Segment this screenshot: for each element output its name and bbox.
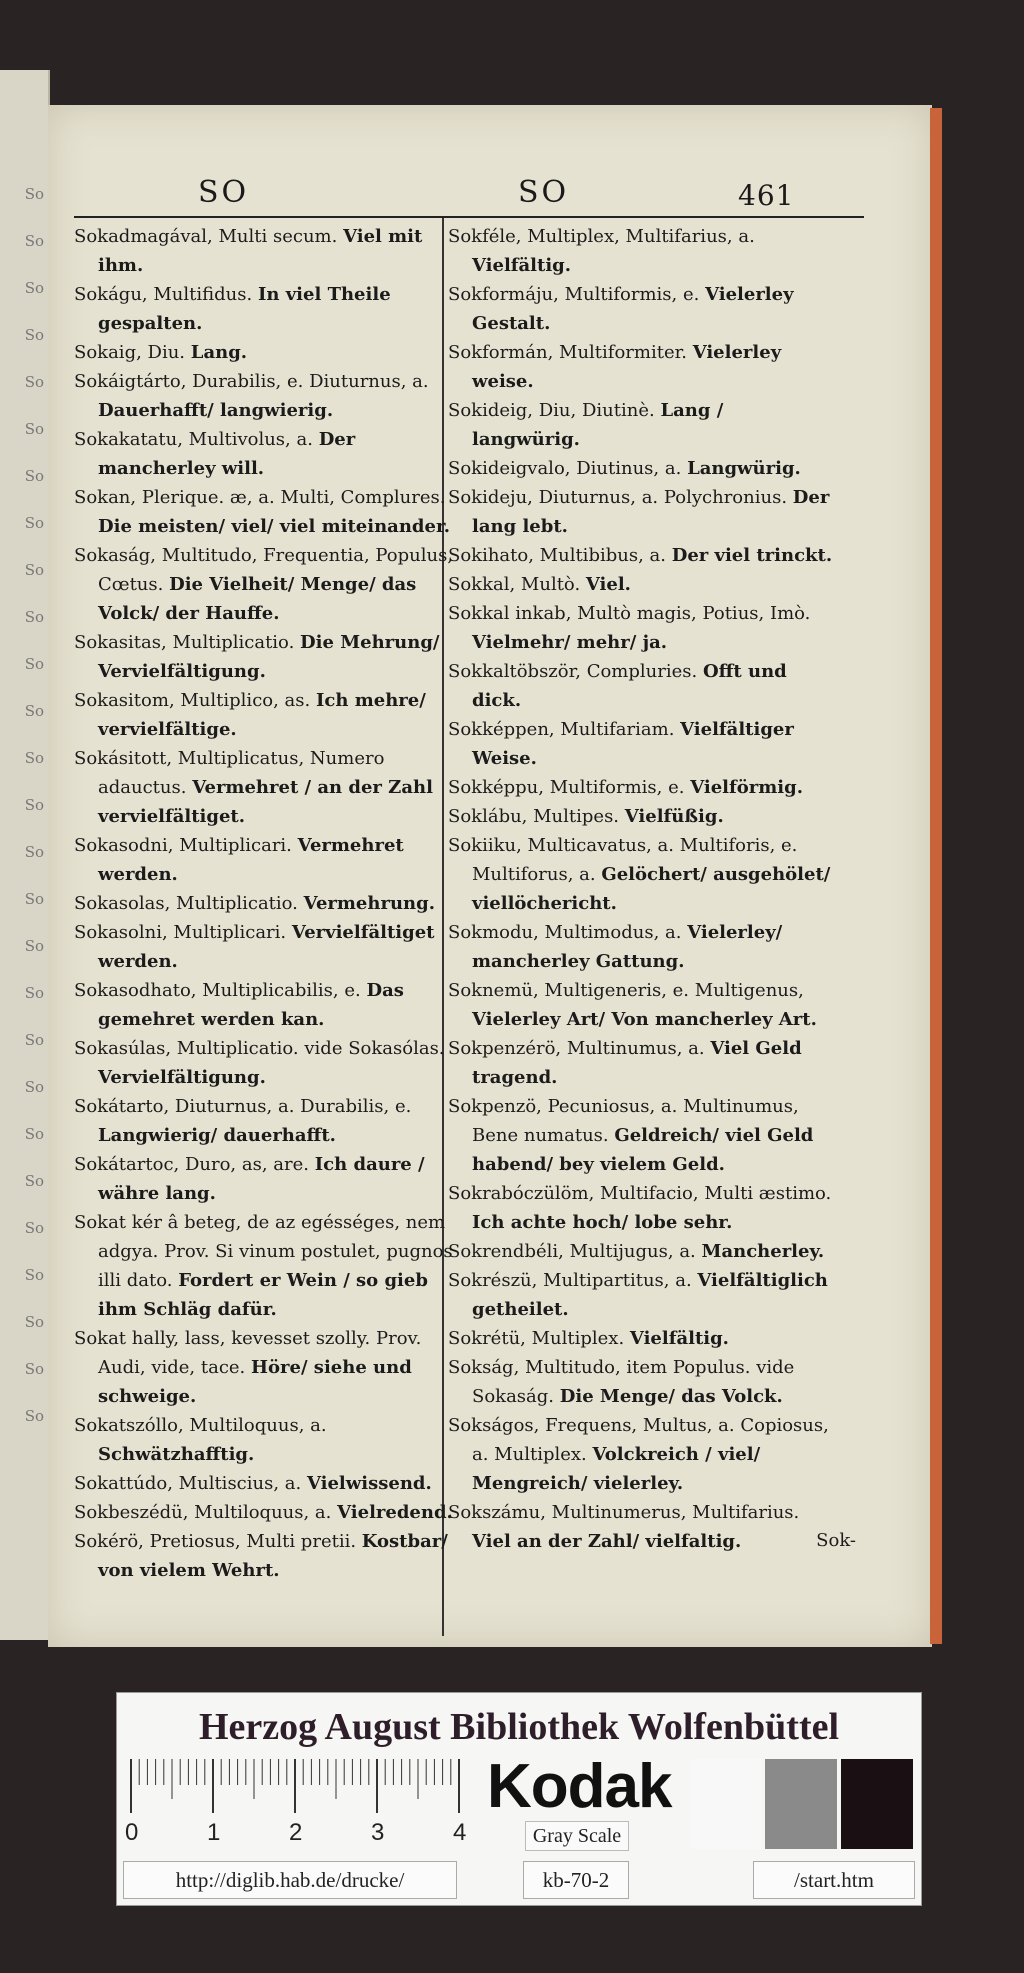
- entry-latin: Sokasodni, Multiplicari.: [74, 835, 292, 856]
- entry-german: Kostbar/ von vielem Wehrt.: [98, 1531, 448, 1581]
- url-left-box: http://diglib.hab.de/drucke/: [123, 1861, 457, 1899]
- margin-stub: So: [24, 232, 44, 250]
- page-fore-edge: [930, 108, 942, 1644]
- entry-german: Vermehrung.: [303, 893, 435, 914]
- dictionary-entry: [74, 744, 460, 831]
- gray-patch: [765, 1759, 837, 1849]
- entry-german: Langwierig/ dauerhafft.: [98, 1125, 336, 1146]
- entry-latin: Sokideigvalo, Diutinus, a.: [448, 458, 682, 479]
- dictionary-entry: [74, 1411, 460, 1469]
- entry-latin: Sokpenzérö, Multinumus, a.: [448, 1038, 705, 1059]
- dictionary-entry: [74, 425, 460, 483]
- entry-german: Lang.: [190, 342, 248, 363]
- entry-latin: Sokformáju, Multiformis, e.: [448, 284, 700, 305]
- entry-latin: Soklábu, Multipes.: [448, 806, 620, 827]
- entry-german: Vielfältiger Weise.: [472, 719, 794, 769]
- entry-latin: Sokásitott, Multiplicatus, Numero adauctus.: [74, 748, 385, 798]
- margin-stub: So: [24, 373, 44, 391]
- entry-latin: Sokrabóczülöm, Multifacio, Multi æstimo.: [448, 1183, 832, 1204]
- entry-latin: Sokattúdo, Multiscius, a.: [74, 1473, 302, 1494]
- header-left-letters: SO: [198, 175, 250, 210]
- entry-german: Ich mehre/ vervielfältige.: [98, 690, 426, 740]
- entry-german: Vermehret werden.: [98, 835, 404, 885]
- dictionary-entry: [448, 773, 834, 802]
- dictionary-entry: [448, 1179, 834, 1237]
- entry-latin: Sokihato, Multibibus, a.: [448, 545, 666, 566]
- entry-latin: Sokátartoc, Duro, as, are.: [74, 1154, 310, 1175]
- entry-latin: Sokan, Plerique. æ, a. Multi, Complures.: [74, 487, 446, 508]
- entry-latin: Sokszámu, Multinumerus, Multifarius.: [448, 1502, 800, 1523]
- entry-german: Die Mehrung/ Vervielfältigung.: [98, 632, 440, 682]
- entry-german: Der mancherley will.: [98, 429, 356, 479]
- entry-german: Die meisten/ viel/ viel miteinander.: [98, 516, 451, 537]
- dictionary-entry: [448, 802, 834, 831]
- entry-german: Lang / langwürig.: [472, 400, 724, 450]
- margin-stub: So: [24, 749, 44, 767]
- entry-german: Ich daure / währe lang.: [98, 1154, 425, 1204]
- entry-german: Die Vielheit/ Menge/ das Volck/ der Hauffe.: [98, 574, 417, 624]
- entry-german: Mancherley.: [701, 1241, 825, 1262]
- dictionary-entry: [74, 1527, 460, 1585]
- entry-latin: Sokképpu, Multiformis, e.: [448, 777, 685, 798]
- entry-german: Geldreich/ viel Geld habend/ bey vielem Geld.: [472, 1125, 814, 1175]
- dictionary-entry: [448, 1092, 834, 1179]
- book-page: [48, 105, 932, 1647]
- entry-german: Viel Geld tragend.: [472, 1038, 802, 1088]
- dictionary-entry: [448, 1034, 834, 1092]
- dictionary-entry: [448, 1266, 834, 1324]
- margin-stub: So: [24, 1360, 44, 1378]
- entry-latin: Sokadmagával, Multi secum.: [74, 226, 338, 247]
- dictionary-entry: [74, 222, 460, 280]
- margin-stub: So: [24, 326, 44, 344]
- entry-latin: Sokasolas, Multiplicatio.: [74, 893, 298, 914]
- entry-german: Viel mit ihm.: [98, 226, 423, 276]
- entry-german: Vermehret / an der Zahl vervielfältiget.: [98, 777, 433, 827]
- dictionary-entry: [448, 1353, 834, 1411]
- dictionary-entry: [448, 599, 834, 657]
- entry-german: Vielerley/ mancherley Gattung.: [472, 922, 783, 972]
- margin-stub: So: [24, 1125, 44, 1143]
- dictionary-entry: [74, 918, 460, 976]
- grayscale-label: Gray Scale: [525, 1821, 629, 1851]
- header-center-letters: SO: [518, 175, 570, 210]
- entry-german: Die Menge/ das Volck.: [559, 1386, 783, 1407]
- dictionary-entry: [74, 1092, 460, 1150]
- dictionary-entry: [74, 483, 460, 541]
- dictionary-entry: [448, 976, 834, 1034]
- dictionary-entry: [74, 1208, 460, 1324]
- entry-latin: Sokasúlas, Multiplicatio. vide Sokasólas.: [74, 1038, 445, 1059]
- dictionary-entry: [74, 541, 460, 628]
- ruler-number: 3: [371, 1819, 385, 1846]
- margin-stub: So: [24, 984, 44, 1002]
- margin-stub: So: [24, 1407, 44, 1425]
- entry-german: Vervielfältiget werden.: [98, 922, 435, 972]
- dictionary-entry: [448, 570, 834, 599]
- dictionary-entry: [74, 976, 460, 1034]
- dictionary-entry: [448, 1498, 834, 1556]
- black-patch: [841, 1759, 913, 1849]
- entry-german: Dauerhafft/ langwierig.: [98, 400, 334, 421]
- ruler-number: 2: [289, 1819, 303, 1846]
- dictionary-entry: [448, 918, 834, 976]
- entry-german: Schwätzhafftig.: [98, 1444, 255, 1465]
- entry-german: Langwürig.: [687, 458, 801, 479]
- entry-latin: Sokrészü, Multipartitus, a.: [448, 1270, 692, 1291]
- entry-latin: Sokat hally, lass, kevesset szolly. Prov. Audi, vide, tace.: [74, 1328, 422, 1378]
- entry-german: Ich achte hoch/ lobe sehr.: [472, 1212, 733, 1233]
- entry-latin: Sokféle, Multiplex, Multifarius, a.: [448, 226, 755, 247]
- dictionary-entry: [448, 1411, 834, 1498]
- entry-german: Das gemehret werden kan.: [98, 980, 404, 1030]
- library-name: Herzog August Bibliothek Wolfenbüttel: [198, 1706, 840, 1748]
- entry-latin: Sokképpen, Multifariam.: [448, 719, 675, 740]
- margin-stub: So: [24, 1172, 44, 1190]
- entry-german: Vielförmig.: [690, 777, 803, 798]
- dictionary-entry: [74, 831, 460, 889]
- dictionary-entry: [74, 686, 460, 744]
- ruler-number: 1: [207, 1819, 221, 1846]
- dictionary-entry: [448, 396, 834, 454]
- dictionary-entry: [448, 338, 834, 396]
- dictionary-entry: [448, 483, 834, 541]
- entry-latin: Sokság, Multitudo, item Populus. vide Sokaság.: [448, 1357, 795, 1407]
- dictionary-entry: [448, 1324, 834, 1353]
- entry-latin: Sokrétü, Multiplex.: [448, 1328, 625, 1349]
- dictionary-entry: [448, 541, 834, 570]
- entry-latin: Sokasitom, Multiplico, as.: [74, 690, 311, 711]
- dictionary-entry: [448, 715, 834, 773]
- entry-latin: Sokságos, Frequens, Multus, a. Copiosus, a. Multiplex.: [448, 1415, 829, 1465]
- margin-stub: So: [24, 608, 44, 626]
- dictionary-entry: [74, 280, 460, 338]
- margin-stub: So: [24, 796, 44, 814]
- entry-german: Vielerley weise.: [472, 342, 782, 392]
- dictionary-entry: [448, 280, 834, 338]
- entry-german: Höre/ siehe und schweige.: [98, 1357, 412, 1407]
- entry-german: Vielwissend.: [306, 1473, 432, 1494]
- url-middle-box: kb-70-2: [523, 1861, 629, 1899]
- entry-latin: Sokasolni, Multiplicari.: [74, 922, 287, 943]
- entry-german: Offt und dick.: [472, 661, 787, 711]
- entry-german: Viel an der Zahl/ vielfaltig.: [472, 1531, 742, 1552]
- dictionary-entry: [74, 628, 460, 686]
- entry-latin: Sokkal, Multò.: [448, 574, 581, 595]
- ruler-number: 4: [453, 1819, 467, 1846]
- entry-german: Der lang lebt.: [472, 487, 830, 537]
- margin-stub: So: [24, 843, 44, 861]
- margin-stub: So: [24, 890, 44, 908]
- margin-stub: So: [24, 1219, 44, 1237]
- ruler-number: 0: [125, 1819, 139, 1846]
- entry-german: Vielfältig.: [629, 1328, 729, 1349]
- entry-german: Viel.: [585, 574, 631, 595]
- margin-stub: So: [24, 1313, 44, 1331]
- entry-german: Vielfältig.: [472, 255, 572, 276]
- kodak-brand: Kodak: [487, 1752, 672, 1821]
- entry-german: Vielmehr/ mehr/ ja.: [472, 632, 668, 653]
- entry-german: Vielerley Gestalt.: [472, 284, 794, 334]
- entry-german: Der viel trinckt.: [671, 545, 833, 566]
- dictionary-entry: [74, 1150, 460, 1208]
- white-patch: [691, 1759, 761, 1849]
- ruler-scale: [125, 1755, 467, 1817]
- dictionary-entry: [74, 1324, 460, 1411]
- entry-latin: Sokatszóllo, Multiloquus, a.: [74, 1415, 327, 1436]
- entry-german: Vervielfältigung.: [98, 1067, 266, 1088]
- entry-latin: Sokrendbéli, Multijugus, a.: [448, 1241, 696, 1262]
- dictionary-entry: [448, 222, 834, 280]
- entry-german: Fordert er Wein / so gieb ihm Schläg dafür.: [98, 1270, 428, 1320]
- margin-stub: So: [24, 279, 44, 297]
- entry-latin: Sokkaltöbször, Compluries.: [448, 661, 698, 682]
- margin-stub: So: [24, 1266, 44, 1284]
- entry-latin: Sokideig, Diu, Diutinè.: [448, 400, 655, 421]
- entry-latin: Sokaság, Multitudo, Frequentia, Populus, Cœtus.: [74, 545, 454, 595]
- entry-german: Vielfältiglich getheilet.: [472, 1270, 828, 1320]
- entry-german: Vielerley Art/ Von mancherley Art.: [472, 1009, 817, 1030]
- dictionary-entry: [74, 1498, 460, 1527]
- dictionary-entry: [448, 831, 834, 918]
- margin-stub: So: [24, 467, 44, 485]
- ruler-numbers: [125, 1819, 467, 1849]
- dictionary-entry: [448, 1237, 834, 1266]
- entry-latin: Sokpenzö, Pecuniosus, a. Multinumus, Bene numatus.: [448, 1096, 799, 1146]
- dictionary-entry: [74, 367, 460, 425]
- entry-latin: Sokakatatu, Multivolus, a.: [74, 429, 313, 450]
- entry-latin: Sokkal inkab, Multò magis, Potius, Imò.: [448, 603, 811, 624]
- margin-stub: So: [24, 702, 44, 720]
- entry-latin: Sokátarto, Diuturnus, a. Durabilis, e.: [74, 1096, 412, 1117]
- dictionary-entry: [448, 657, 834, 715]
- entry-latin: Sokformán, Multiformiter.: [448, 342, 687, 363]
- previous-page-edge: [0, 70, 50, 1640]
- entry-latin: Sokágu, Multifidus.: [74, 284, 253, 305]
- margin-stub: So: [24, 937, 44, 955]
- entry-latin: Sokat kér â beteg, de az egésséges, nem adgya. Prov. Si vinum postulet, pugnos illi dato.: [74, 1212, 453, 1291]
- entry-german: Volckreich / viel/ Mengreich/ vielerley.: [472, 1444, 761, 1494]
- margin-stub: So: [24, 561, 44, 579]
- entry-latin: Sokiiku, Multicavatus, a. Multiforis, e. Multiforus, a.: [448, 835, 798, 885]
- margin-stub: So: [24, 420, 44, 438]
- right-column: [448, 222, 834, 1556]
- running-header: [48, 175, 932, 217]
- margin-stub: So: [24, 1031, 44, 1049]
- dictionary-entry: [448, 454, 834, 483]
- margin-stub: So: [24, 514, 44, 532]
- entry-german: Vielfüßig.: [624, 806, 724, 827]
- color-target-card: [116, 1692, 922, 1906]
- page-number: 461: [738, 179, 795, 212]
- catchword: Sok-: [816, 1530, 856, 1551]
- entry-latin: Sokaig, Diu.: [74, 342, 186, 363]
- dictionary-entry: [74, 338, 460, 367]
- dictionary-entry: [74, 889, 460, 918]
- entry-german: Vielredend.: [337, 1502, 453, 1523]
- dictionary-entry: [74, 1034, 460, 1092]
- margin-stub: So: [24, 1078, 44, 1096]
- entry-latin: Sokasitas, Multiplicatio.: [74, 632, 295, 653]
- entry-latin: Sokasodhato, Multiplicabilis, e.: [74, 980, 361, 1001]
- entry-latin: Sokbeszédü, Multiloquus, a.: [74, 1502, 332, 1523]
- entry-latin: Soknemü, Multigeneris, e. Multigenus,: [448, 980, 804, 1001]
- entry-german: In viel Theile gespalten.: [98, 284, 391, 334]
- url-right-box: /start.htm: [753, 1861, 915, 1899]
- entry-latin: Sokérö, Pretiosus, Multi pretii.: [74, 1531, 357, 1552]
- entry-german: Gelöchert/ ausgehölet/ viellöchericht.: [472, 864, 831, 914]
- margin-stub: So: [24, 185, 44, 203]
- left-column: [74, 222, 460, 1585]
- entry-latin: Sokideju, Diuturnus, a. Polychronius.: [448, 487, 788, 508]
- header-rule: [74, 216, 864, 218]
- margin-stub: So: [24, 655, 44, 673]
- entry-latin: Sokmodu, Multimodus, a.: [448, 922, 682, 943]
- dictionary-entry: [74, 1469, 460, 1498]
- entry-latin: Sokáigtárto, Durabilis, e. Diuturnus, a.: [74, 371, 429, 392]
